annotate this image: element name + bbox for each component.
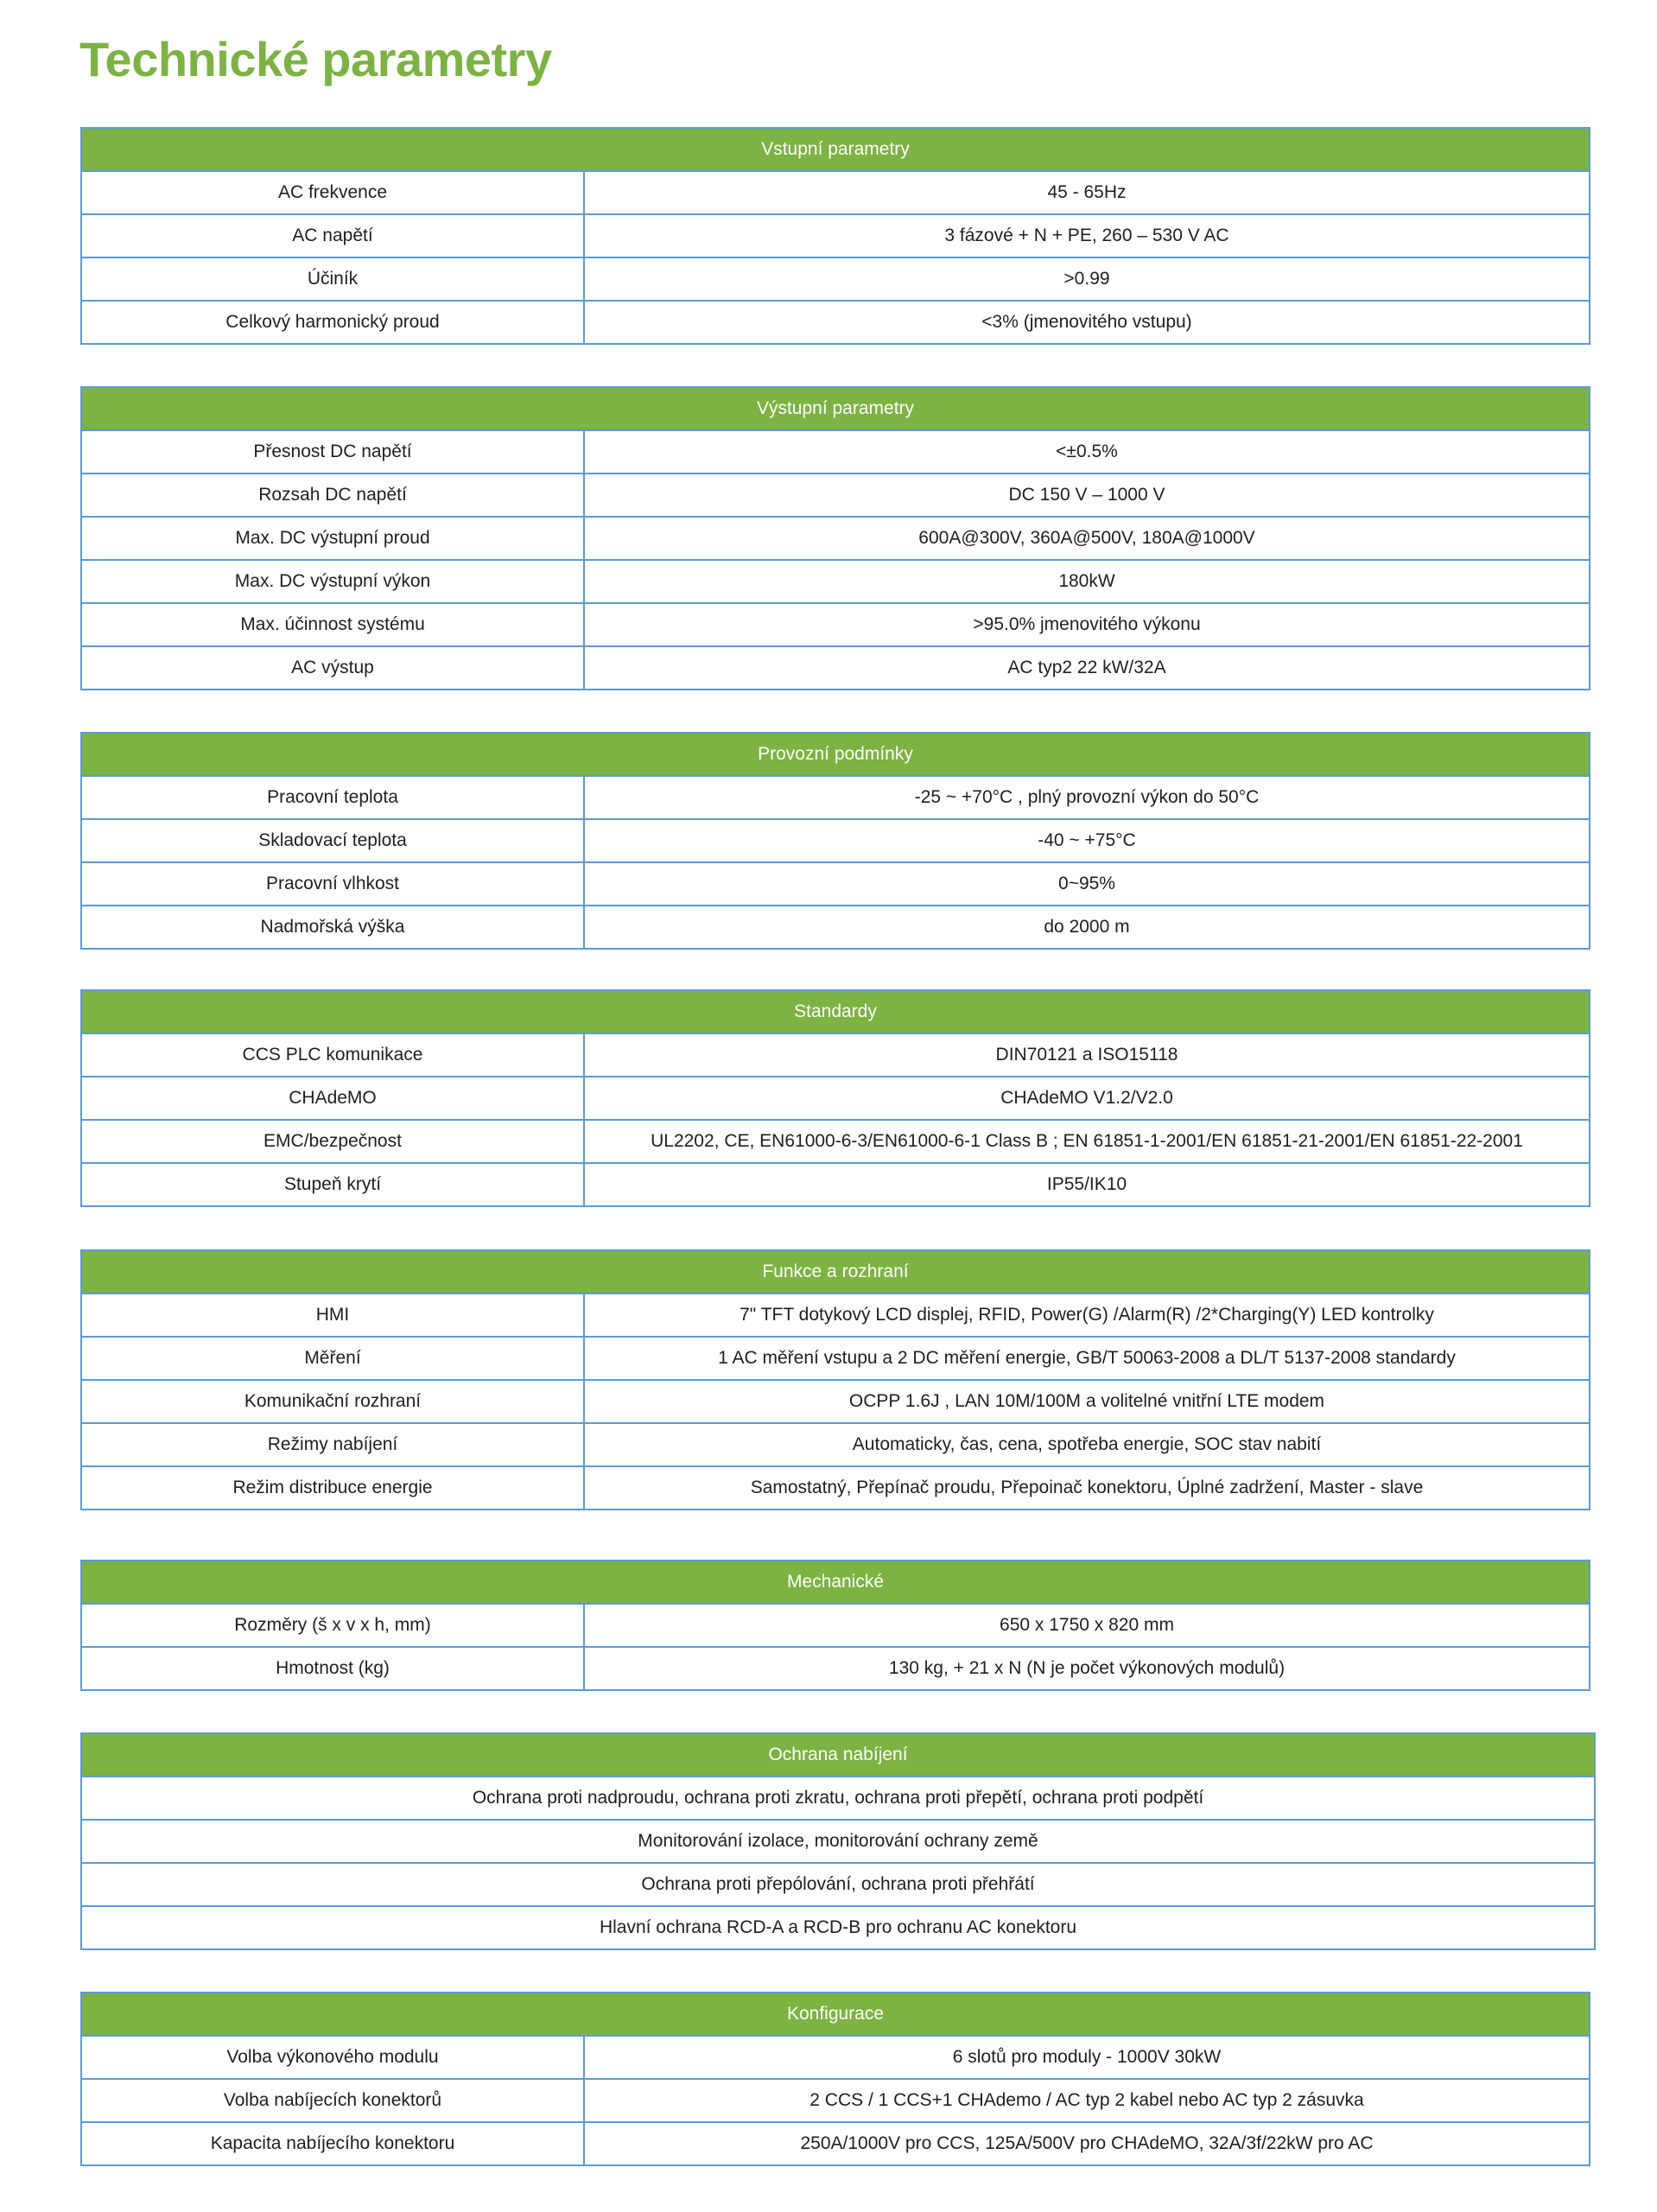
row-text: Hlavní ochrana RCD-A a RCD-B pro ochranu AC konektoru <box>599 1917 1077 1937</box>
table-row <box>82 905 1589 948</box>
param-value: 2 CCS / 1 CCS+1 CHAdemo / AC typ 2 kabel nebo AC typ 2 zásuvka <box>809 2090 1364 2110</box>
table-row <box>82 1465 1589 1509</box>
table-row <box>82 1646 1589 1689</box>
param-name: Pracovní teplota <box>82 777 585 818</box>
table-row <box>82 818 1589 861</box>
param-name: Max. DC výstupní výkon <box>82 561 585 602</box>
param-name: Hmotnost (kg) <box>82 1648 585 1689</box>
table-row <box>82 172 1589 213</box>
param-value: 6 slotů pro moduly - 1000V 30kW <box>952 2047 1222 2067</box>
param-value: 1 AC měření vstupu a 2 DC měření energie, GB/T 50063-2008 a DL/T 5137-2008 standardy <box>718 1348 1456 1368</box>
param-name: Stupeň krytí <box>82 1164 585 1205</box>
param-name: Pracovní vlhkost <box>82 863 585 905</box>
table-row <box>82 431 1589 473</box>
param-value: <±0.5% <box>1056 442 1118 461</box>
table-row <box>82 1379 1589 1422</box>
section-header: Výstupní parametry <box>82 388 1589 431</box>
param-name: Měření <box>82 1338 585 1379</box>
param-value: CHAdeMO V1.2/V2.0 <box>1000 1088 1173 1108</box>
table-row <box>82 1162 1589 1205</box>
table-row <box>82 1605 1589 1646</box>
param-value: IP55/IK10 <box>1046 1174 1127 1194</box>
table-row <box>82 2037 1589 2078</box>
table-row <box>82 1076 1589 1119</box>
param-value: -25 ~ +70°C , plný provozní výkon do 50°C <box>914 787 1260 807</box>
section-configuration <box>80 1992 1590 2166</box>
section-output-params <box>80 386 1590 690</box>
table-row <box>82 1336 1589 1379</box>
param-name: Rozměry (š x v x h, mm) <box>82 1605 585 1646</box>
table-row <box>82 473 1589 516</box>
param-name: Volba nabíjecích konektorů <box>82 2080 585 2121</box>
param-value: 0~95% <box>1058 874 1115 893</box>
section-standards <box>80 989 1590 1207</box>
param-value: <3% (jmenovitého vstupu) <box>981 312 1192 332</box>
section-body <box>82 2037 1589 2164</box>
param-value: 45 - 65Hz <box>1047 182 1127 202</box>
section-header: Standardy <box>82 991 1589 1034</box>
param-name: HMI <box>82 1294 585 1336</box>
param-name: AC frekvence <box>82 172 585 213</box>
table-row <box>82 602 1589 645</box>
section-mechanical <box>80 1560 1590 1691</box>
param-name: Režimy nabíjení <box>82 1424 585 1465</box>
param-value: Samostatný, Přepínač proudu, Přepoinač konektoru, Úplné zadržení, Master - slave <box>750 1478 1424 1497</box>
row-text: Monitorování izolace, monitorování ochrany země <box>638 1831 1038 1851</box>
param-name: Max. účinnost systému <box>82 604 585 645</box>
param-value: 600A@300V, 360A@500V, 180A@1000V <box>918 528 1255 548</box>
table-row <box>82 1034 1589 1076</box>
table-row <box>82 1905 1594 1948</box>
section-body <box>82 1777 1594 1948</box>
param-value: 180kW <box>1058 571 1115 591</box>
param-name: AC napětí <box>82 215 585 257</box>
param-name: Kapacita nabíjecího konektoru <box>82 2123 585 2164</box>
table-row <box>82 1819 1594 1862</box>
param-value: 250A/1000V pro CCS, 125A/500V pro CHAdeMO, 32A/3f/22kW pro AC <box>800 2133 1374 2153</box>
section-header: Ochrana nabíjení <box>82 1734 1594 1777</box>
param-name: AC výstup <box>82 647 585 689</box>
section-body <box>82 1294 1589 1509</box>
param-name: Nadmořská výška <box>82 906 585 948</box>
table-row <box>82 1294 1589 1336</box>
param-name: Přesnost DC napětí <box>82 431 585 473</box>
param-name: Skladovací teplota <box>82 820 585 861</box>
param-value: -40 ~ +75°C <box>1038 830 1136 850</box>
table-row <box>82 1862 1594 1905</box>
section-header: Provozní podmínky <box>82 734 1589 777</box>
param-name: EMC/bezpečnost <box>82 1121 585 1162</box>
section-header: Vstupní parametry <box>82 129 1589 172</box>
row-text: Ochrana proti přepólování, ochrana proti přehřátí <box>641 1874 1035 1894</box>
section-body <box>82 431 1589 689</box>
param-value: 3 fázové + N + PE, 260 – 530 V AC <box>944 226 1229 245</box>
table-row <box>82 1119 1589 1162</box>
param-name: Komunikační rozhraní <box>82 1381 585 1422</box>
section-body <box>82 1034 1589 1205</box>
param-value: AC typ2 22 kW/32A <box>1007 658 1166 677</box>
param-value: 650 x 1750 x 820 mm <box>1000 1615 1174 1635</box>
param-value: DC 150 V – 1000 V <box>1008 485 1165 505</box>
param-value: DIN70121 a ISO15118 <box>995 1045 1178 1065</box>
param-name: CHAdeMO <box>82 1077 585 1119</box>
section-body <box>82 172 1589 343</box>
param-value: Automaticky, čas, cena, spotřeba energie, SOC stav nabití <box>852 1434 1322 1454</box>
section-header: Mechanické <box>82 1561 1589 1605</box>
param-value: >0.99 <box>1063 269 1110 289</box>
param-name: Účiník <box>82 258 585 300</box>
table-row <box>82 300 1589 343</box>
table-row <box>82 1422 1589 1465</box>
table-row <box>82 2121 1589 2164</box>
section-body <box>82 777 1589 948</box>
section-charging-protection <box>80 1732 1596 1950</box>
param-name: Rozsah DC napětí <box>82 474 585 516</box>
table-row <box>82 777 1589 818</box>
param-value: OCPP 1.6J , LAN 10M/100M a volitelné vnitřní LTE modem <box>848 1391 1325 1411</box>
param-name: Max. DC výstupní proud <box>82 518 585 559</box>
table-row <box>82 516 1589 559</box>
param-value: >95.0% jmenovitého výkonu <box>973 614 1201 634</box>
param-value: do 2000 m <box>1044 917 1130 937</box>
table-row <box>82 257 1589 300</box>
section-input-params <box>80 127 1590 345</box>
param-name: Celkový harmonický proud <box>82 302 585 343</box>
param-value: 7" TFT dotykový LCD displej, RFID, Power(G) /Alarm(R) /2*Charging(Y) LED kontrolky <box>740 1305 1434 1325</box>
param-name: CCS PLC komunikace <box>82 1034 585 1076</box>
section-operating-conditions <box>80 732 1590 950</box>
section-body <box>82 1605 1589 1689</box>
section-header: Funkce a rozhraní <box>82 1251 1589 1294</box>
param-name: Volba výkonového modulu <box>82 2037 585 2078</box>
table-row <box>82 861 1589 905</box>
table-row <box>82 1777 1594 1819</box>
row-text: Ochrana proti nadproudu, ochrana proti zkratu, ochrana proti přepětí, ochrana proti podpětí <box>472 1788 1204 1808</box>
table-row <box>82 213 1589 257</box>
page-title: Technické parametry <box>79 32 552 86</box>
section-functions-interfaces <box>80 1249 1590 1510</box>
table-row <box>82 559 1589 602</box>
param-value: UL2202, CE, EN61000-6-3/EN61000-6-1 Class B ; EN 61851-1-2001/EN 61851-21-2001/EN 61851-22-2001 <box>651 1131 1523 1151</box>
table-row <box>82 2078 1589 2121</box>
param-value: 130 kg, + 21 x N (N je počet výkonových modulů) <box>888 1658 1286 1678</box>
section-header: Konfigurace <box>82 1993 1589 2037</box>
param-name: Režim distribuce energie <box>82 1467 585 1509</box>
table-row <box>82 645 1589 689</box>
